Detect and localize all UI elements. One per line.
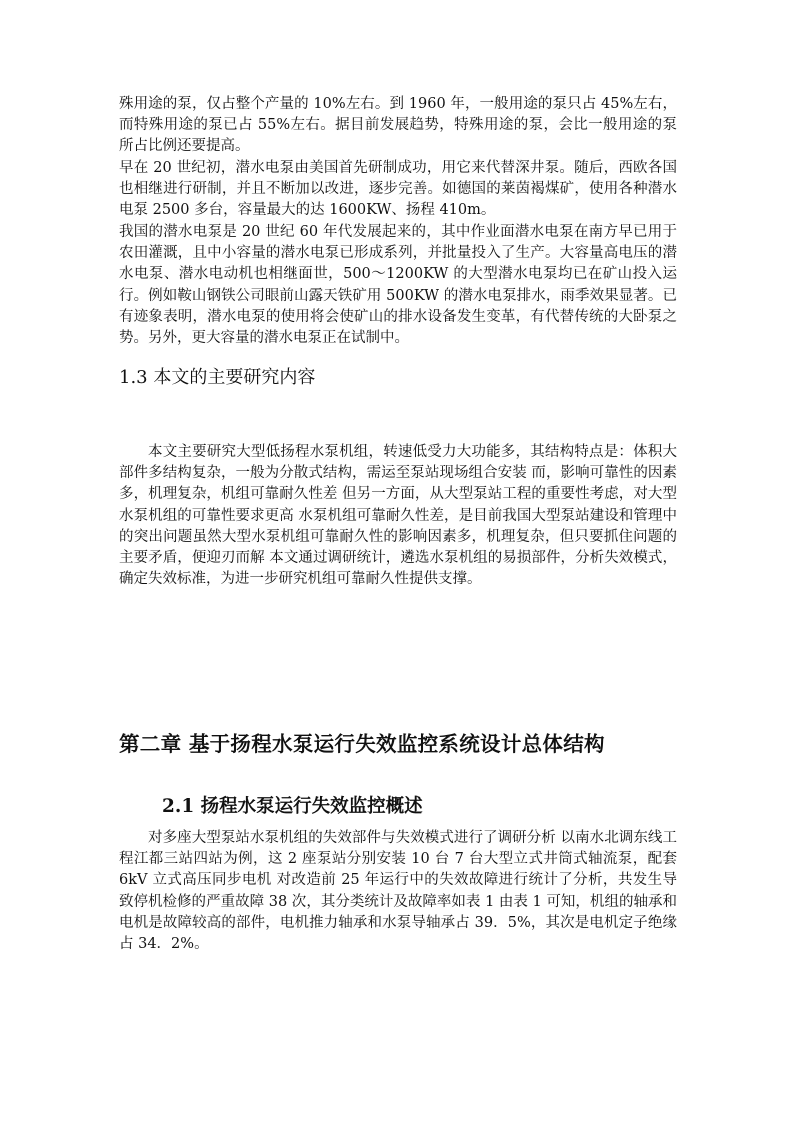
intro-paragraph-3: 我国的潜水电泵是 20 世纪 60 年代发展起来的，其中作业面潜水电泵在南方早已用于农田灌溉，且中小容量的潜水电泵已形成系列，并批量投入了生产。大容量高电压的潜水电泵、潜水电动机也相继面世，500～1200KW 的大型潜水电泵均已在矿山投入运行。例如鞍山钢铁公司眼前山露天铁矿用 500KW 的潜水电泵排水，雨季效果显著。已有迹象表明，潜水电泵的使用将会使矿山的排水设备发生变革，有代替传统的大卧泵之势。另外，更大容量的潜水电泵正在试制中。	[119, 224, 677, 347]
section-2-1-paragraph: 对多座大型泵站水泵机组的失效部件与失效模式进行了调研分析 以南水北调东线工程江都三站四站为例，这 2 座泵站分别安装 10 台 7 台大型立式井筒式轴流泵，配套 6kV 立式高压同步电机 对改造前 25 年运行中的失效故障进行统计了分析，共发生导致停机检修的严重故障 38 次，其分类统计及故障率如表 1 由表 1 可知，机组的轴承和电机是故障较高的部件，电机推力轴承和水泵导轴承占 39．5%，其次是电机定子绝缘占 34．2%。	[119, 830, 677, 953]
section-1-3-heading: 1.3 本文的主要研究内容	[119, 367, 316, 388]
intro-paragraph-2: 早在 20 世纪初，潜水电泵由美国首先研制成功，用它来代替深井泵。随后，西欧各国也相继进行研制，并且不断加以改进，逐步完善。如德国的莱茵褐煤矿，使用各种潜水电泵 2500 多台，容量最大的达 1600KW、扬程 410m。	[119, 160, 677, 219]
section-1-3-paragraph: 本文主要研究大型低扬程水泵机组，转速低受力大功能多，其结构特点是：体积大部件多结构复杂，一般为分散式结构，需运至泵站现场组合安装 而，影响可靠性的因素多，机理复杂，机组可靠耐久性差 但另一方面，从大型泵站工程的重要性考虑，对大型水泵机组的可靠性要求更高 水泵机组可靠耐久性差，是目前我国大型泵站建设和管理中的突出问题虽然大型水泵机组可靠耐久性的影响因素多，机理复杂，但只要抓住问题的主要矛盾，便迎刃而解 本文通过调研统计，遴选水泵机组的易损部件，分析失效模式，确定失效标准，为进一步研究机组可靠耐久性提供支撑。	[119, 444, 677, 588]
intro-paragraph-1: 殊用途的泵，仅占整个产量的 10%左右。到 1960 年，一般用途的泵只占 45%左右，而特殊用途的泵已占 55%左右。据目前发展趋势，特殊用途的泵，会比一般用途的泵所占比例还要提高。	[119, 96, 677, 155]
chapter-2-heading: 第二章 基于扬程水泵运行失效监控系统设计总体结构	[119, 732, 605, 756]
section-2-1-heading: 2.1 扬程水泵运行失效监控概述	[162, 796, 423, 817]
